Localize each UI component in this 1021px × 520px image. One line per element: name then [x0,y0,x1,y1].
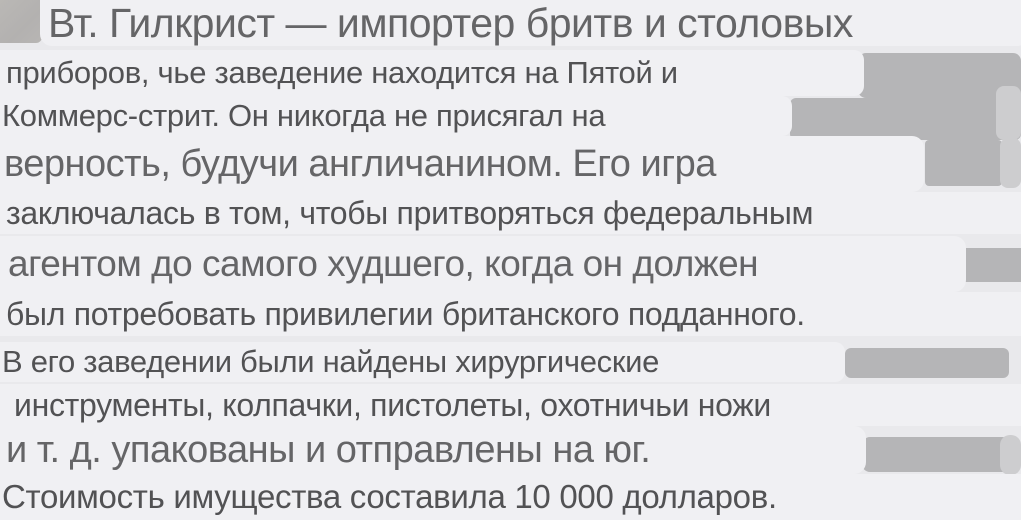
translated-line-7 [0,292,1021,336]
photo-fragment [845,348,1009,378]
translated-line-3 [0,96,792,136]
line-text: Коммерс-стрит. Он никогда не присягал на [2,98,606,133]
line-text: Вт. Гилкрист — импортер бритв и столовых [48,0,853,46]
photo-fragment [1000,435,1021,475]
photo-fragment [862,437,1010,472]
translated-line-8 [0,342,845,382]
translated-line-1 [40,0,1021,46]
translated-line-5 [0,192,1021,234]
translated-line-2 [0,50,864,96]
photo-fragment [0,0,42,43]
translated-line-9 [0,384,1021,426]
line-text: был потребовать привилегии британского подданного. [6,295,805,332]
photo-fragment [790,98,1021,140]
translated-line-10 [0,426,866,474]
line-text: верность, будучи англичанином. Его игра [4,142,716,185]
line-text: Стоимость имущества составила 10 000 долларов. [2,478,777,515]
line-text: агентом до самого худшего, когда он должен [8,243,759,284]
line-text: В его заведении были найдены хирургические [2,344,660,379]
translated-line-11 [0,474,1021,520]
photo-fragment [925,140,1002,186]
translated-line-6 [0,236,966,292]
photo-fragment [1000,138,1021,188]
line-text: и т. д. упакованы и отправлены на юг. [6,428,651,471]
photo-fragment [958,248,1021,282]
line-text: инструменты, колпачки, пистолеты, охотничьи ножи [14,386,771,423]
line-text: заключалась в том, чтобы притворяться федеральным [6,194,814,231]
photo-fragment [996,86,1021,140]
translated-line-4 [0,136,924,192]
line-text: приборов, чье заведение находится на Пятой и [6,55,678,90]
